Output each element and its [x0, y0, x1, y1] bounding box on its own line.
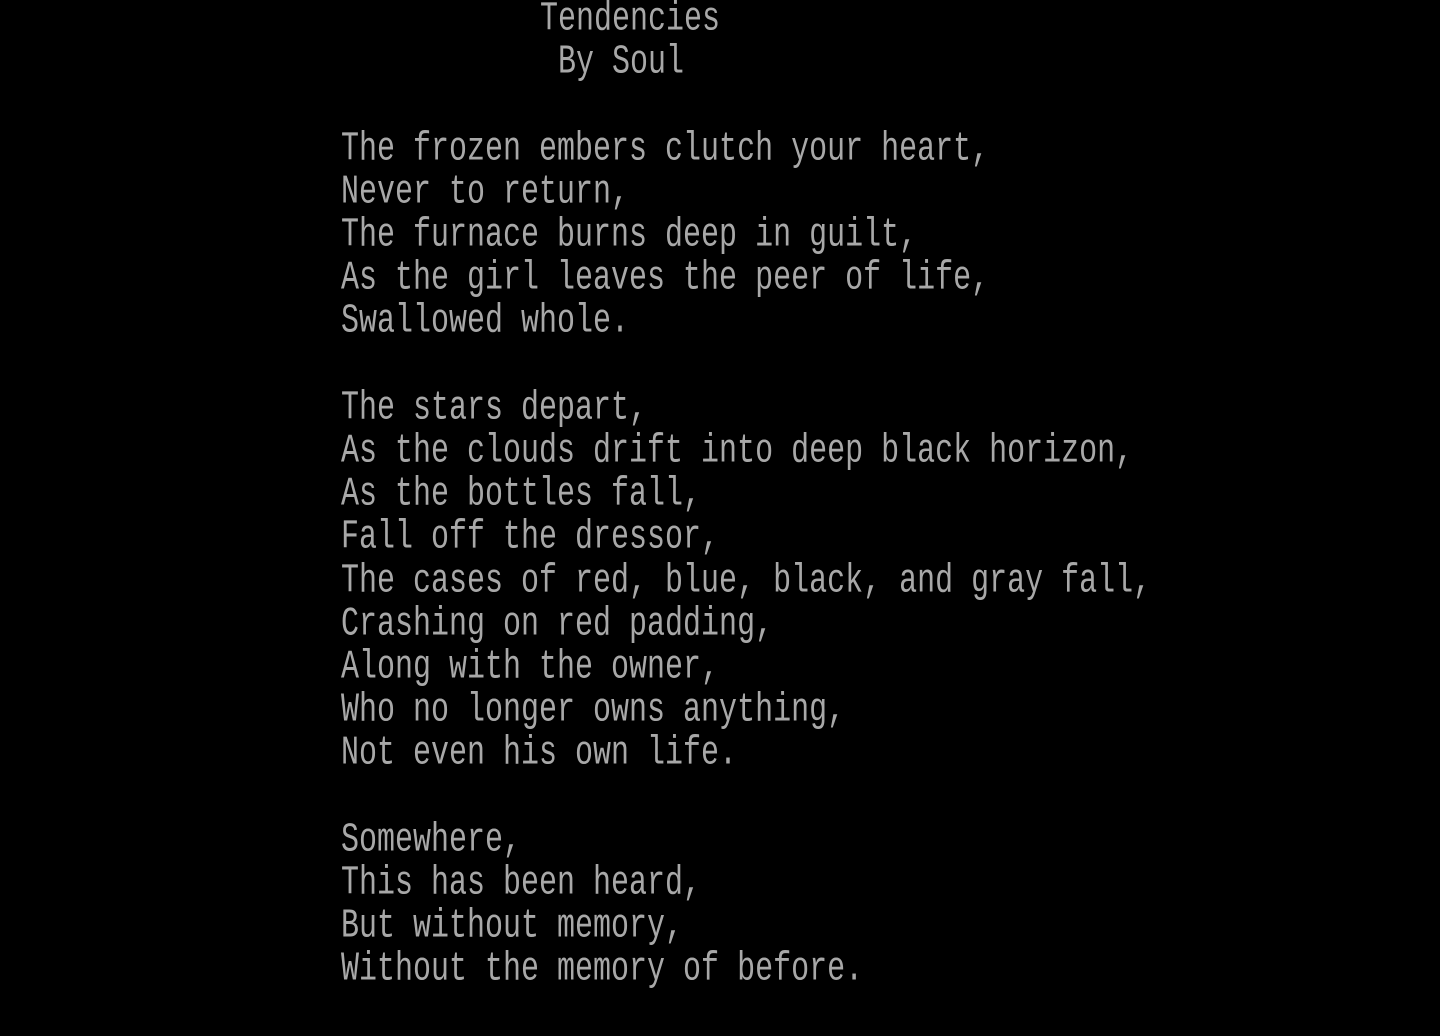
- poem-line: Crashing on red padding,: [341, 601, 774, 648]
- poem-line: But without memory,: [341, 904, 684, 950]
- poem-line: The stars depart,: [341, 385, 648, 432]
- poem-line: The frozen embers clutch your heart,: [341, 126, 990, 173]
- poem-line: Never to return,: [341, 169, 630, 216]
- poem-line: Swallowed whole.: [341, 299, 630, 346]
- poem-line: The cases of red, blue, black, and gray fall,: [341, 558, 1152, 605]
- poem-line: Who no longer owns anything,: [341, 688, 846, 734]
- poem-title: Tendencies: [540, 0, 721, 43]
- poem-line: Along with the owner,: [341, 644, 720, 691]
- poem-line: Somewhere,: [341, 817, 522, 864]
- poem-line: Fall off the dressor,: [341, 515, 720, 562]
- poem-line: This has been heard,: [341, 860, 702, 907]
- poem-line: As the girl leaves the peer of life,: [341, 256, 990, 302]
- poem-line: The furnace burns deep in guilt,: [341, 212, 918, 259]
- poem-line: Without the memory of before.: [341, 947, 864, 994]
- poem-byline: By Soul: [558, 39, 685, 86]
- poem-line: As the bottles fall,: [341, 472, 702, 518]
- poem-line: Not even his own life.: [341, 731, 738, 778]
- poem-line: As the clouds drift into deep black horizon,: [341, 428, 1134, 475]
